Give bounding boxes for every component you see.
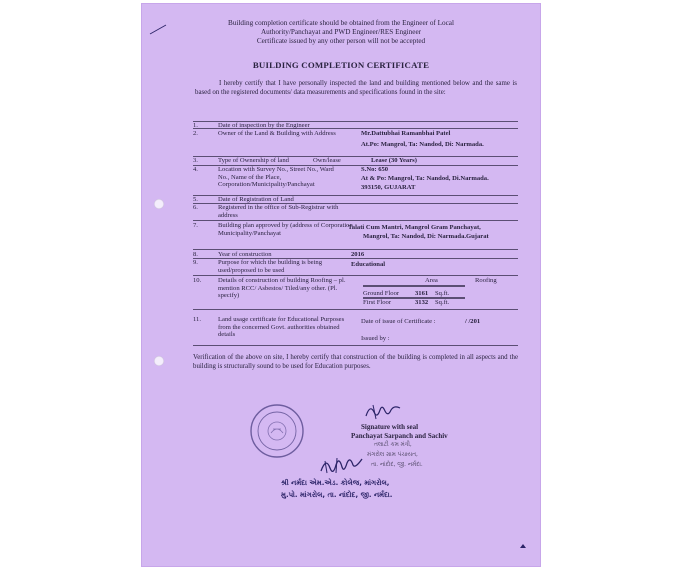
row-label: Purpose for which the building is being used/proposed to be used (218, 259, 323, 274)
row-number: 9. (193, 259, 198, 266)
signature-icon (319, 455, 365, 477)
college-stamp-line-2: મુ.પો. માંગરોલ, તા. નાંદોદ, જી. નર્મદા. (281, 491, 393, 499)
pen-mark-icon (149, 23, 167, 35)
header-line-3: Certificate issued by any other person will not be accepted (256, 37, 426, 45)
owner-name: Mr.Dattubhai Ramanbhai Patel (361, 130, 451, 137)
header-line-2: Authority/Panchayat and PWD Engineer/RES Engineer (260, 28, 422, 36)
construction-year: 2016 (351, 251, 365, 258)
round-seal-icon (249, 403, 305, 459)
location-address: At & Po: Mangrol, Ta: Nandod, Di.Narmada. (361, 175, 489, 182)
issue-date-label: Date of issue of Certificate : (361, 318, 436, 325)
college-stamp-line-1: શ્રી નર્મદા એમ.એડ. કોલેજ, માંગરોલ, (281, 479, 390, 487)
roofing-header: Roofing (475, 277, 497, 284)
pen-mark-icon (519, 543, 527, 549)
row-label: Building plan approved by (address of Corporation Municipality/Panchayat (218, 222, 353, 237)
row-number: 4. (193, 166, 198, 173)
gujarati-stamp-line-1: તલાટી કમ મંત્રી, (374, 442, 412, 448)
certificate-paper (141, 3, 541, 567)
signatory-title: Panchayat Sarpanch and Sachiv (351, 432, 448, 440)
certificate-title: BUILDING COMPLETION CERTIFICATE (252, 60, 430, 70)
row-number: 1. (193, 122, 198, 129)
verification-paragraph: Verification of the above on site, I hereby certify that construction of the building is completed in all aspects and the building is structurally sound to be used for Education purposes. (193, 354, 518, 370)
row-label: Registered in the office of Sub-Registrar with address (218, 204, 339, 219)
gujarati-stamp-line-2: મંગરોલ ગ્રામ પંચાયત, (367, 452, 418, 458)
row-number: 3. (193, 157, 198, 164)
owner-address: At.Po: Mangrol, Ta: Nandod, Di: Narmada. (361, 141, 484, 148)
first-floor-area: 3132 (415, 299, 429, 306)
ownership-value: Lease (30 Years) (371, 157, 417, 164)
signature-icon (363, 401, 403, 421)
ground-floor-unit: Sq.ft. (435, 290, 450, 297)
row-label: Date of inspection by the Engineer (218, 122, 310, 129)
rule (193, 220, 518, 221)
row-number: 8. (193, 251, 198, 258)
punch-hole (154, 199, 164, 209)
location-pincode: 393150, GUJARAT (361, 184, 416, 191)
rule (193, 249, 518, 250)
row-label: Type of Ownership of land (218, 157, 289, 164)
issued-by-label: Issued by : (361, 335, 390, 342)
row-number: 10. (193, 277, 202, 284)
rule (193, 345, 518, 346)
row-label: Land usage certificate for Educational Purposes from the concerned Govt. authorities obtained details (218, 316, 345, 339)
ground-floor-area: 3161 (415, 290, 429, 297)
ownership-option: Own/lease (313, 157, 341, 164)
approval-authority: Talati Cum Mantri, Mangrol Gram Panchayat, (348, 224, 481, 231)
row-label: Details of construction of building Roofing – pl. mention RCC/ Asbestos/ Tiled/any other. (Pl. specify) (218, 277, 346, 300)
area-header: Area (425, 277, 438, 284)
rule (193, 309, 518, 310)
approval-address: Mangrol, Ta: Nandod, Di: Narmada.Gujarat (363, 233, 489, 240)
row-number: 7. (193, 222, 198, 229)
ground-floor-label: Ground Floor (363, 290, 400, 297)
row-label: Date of Registration of Land (218, 196, 294, 203)
row-number: 5. (193, 196, 198, 203)
row-label: Location with Survey No., Street No., Ward No., Name of the Place, Corporation/Municipality/Panchayat (218, 166, 334, 189)
gujarati-stamp-line-3: તા. નાંદોદ, જી. નર્મદા. (371, 462, 423, 468)
building-purpose: Educational (351, 261, 386, 268)
intro-paragraph: I hereby certify that I have personally inspected the land and building mentioned below and the same is based on the registered documents/ data measurements and specifications found in the site: (195, 80, 517, 96)
rule (193, 275, 518, 276)
rule (363, 285, 465, 287)
row-number: 6. (193, 204, 198, 211)
signature-caption: Signature with seal (361, 423, 419, 431)
issue-date-value: / /201 (465, 318, 481, 325)
survey-number: S.No: 650 (361, 166, 389, 173)
punch-hole (154, 356, 164, 366)
row-label: Year of construction (218, 251, 272, 258)
header-line-1: Building completion certificate should be obtained from the Engineer of Local (228, 19, 454, 27)
row-label: Owner of the Land & Building with Address (218, 130, 336, 137)
row-number: 2. (193, 130, 198, 137)
row-number: 11. (193, 316, 201, 323)
first-floor-label: First Floor (363, 299, 392, 306)
first-floor-unit: Sq.ft. (435, 299, 450, 306)
